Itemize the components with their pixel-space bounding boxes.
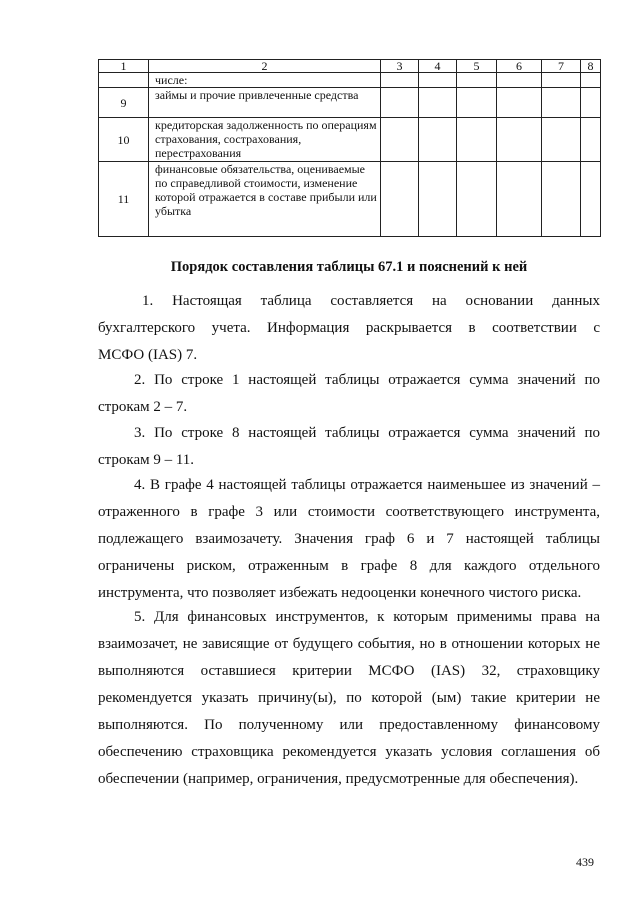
- header-cell: 8: [581, 60, 601, 73]
- text-line: выполняются оставшиеся критерии МСФО (IAS) 32, страховщику: [98, 663, 600, 679]
- text-line: строкам 9 – 11.: [98, 452, 195, 468]
- header-cell: 2: [149, 60, 381, 73]
- text-line: 1. Настоящая таблица составляется на основании данных: [142, 293, 600, 309]
- row-label: кредиторская задолженность по операциям страхования, сострахования, перестрахования: [149, 118, 381, 162]
- text-line: ограничены риском, отраженным в графе 8 для каждого отдельного: [98, 558, 600, 574]
- table-header-row: [99, 60, 601, 73]
- header-cell: 5: [457, 60, 497, 73]
- text-line: отраженного в графе 3 или стоимости соответствующего инструмента,: [98, 504, 600, 520]
- text-line: подлежащего взаимозачету. Значения граф 6 и 7 настоящей таблицы: [98, 531, 600, 547]
- paragraph-3: [98, 420, 600, 474]
- row-number: [99, 73, 149, 88]
- text-line: 4. В графе 4 настоящей таблицы отражается наименьшее из значений –: [134, 477, 600, 493]
- row-number: 11: [99, 162, 149, 237]
- row-number: 9: [99, 88, 149, 118]
- page-number: 439: [576, 855, 594, 869]
- paragraph-2: [98, 367, 600, 421]
- text-line: 2. По строке 1 настоящей таблицы отражается сумма значений по: [134, 372, 600, 388]
- data-table: [98, 59, 601, 237]
- row-label: займы и прочие привлеченные средства: [149, 88, 381, 118]
- text-line: обеспечению страховщика рекомендуется указать условия соглашения об: [98, 744, 600, 760]
- header-cell: 4: [419, 60, 457, 73]
- table-row: [99, 73, 601, 88]
- row-label: числе:: [149, 73, 381, 88]
- paragraph-5: [98, 604, 600, 793]
- text-line: 5. Для финансовых инструментов, к которым применимы права на: [134, 609, 600, 625]
- text-line: 3. По строке 8 настоящей таблицы отражается сумма значений по: [134, 425, 600, 441]
- text-line: инструмента, что позволяет избежать недооценки конечного чистого риска.: [98, 585, 582, 601]
- paragraph-1: [98, 288, 600, 369]
- paragraph-4: [98, 472, 600, 607]
- header-cell: 7: [542, 60, 581, 73]
- header-cell: 3: [381, 60, 419, 73]
- text-line: строкам 2 – 7.: [98, 399, 188, 415]
- header-cell: 6: [497, 60, 542, 73]
- table-row: [99, 162, 601, 237]
- table-row: [99, 118, 601, 162]
- row-number: 10: [99, 118, 149, 162]
- section-heading: Порядок составления таблицы 67.1 и пояснений к ней: [170, 259, 528, 275]
- text-line: бухгалтерского учета. Информация раскрывается в соответствии с: [98, 320, 600, 336]
- text-line: выполняются. По полученному или предоставленному финансовому: [98, 717, 600, 733]
- text-line: МСФО (IAS) 7.: [98, 347, 198, 363]
- text-line: обеспечении (например, ограничения, предусмотренные для обеспечения).: [98, 771, 579, 787]
- text-line: взаимозачет, не зависящие от будущего события, но в отношении которых не: [98, 636, 600, 652]
- row-label: финансовые обязательства, оцениваемые по справедливой стоимости, изменение которой отражается в составе прибыли или убытка: [149, 162, 381, 237]
- table-row: [99, 88, 601, 118]
- header-cell: 1: [99, 60, 149, 73]
- text-line: рекомендуется указать причину(ы), по которой (ым) такие критерии не: [98, 690, 600, 706]
